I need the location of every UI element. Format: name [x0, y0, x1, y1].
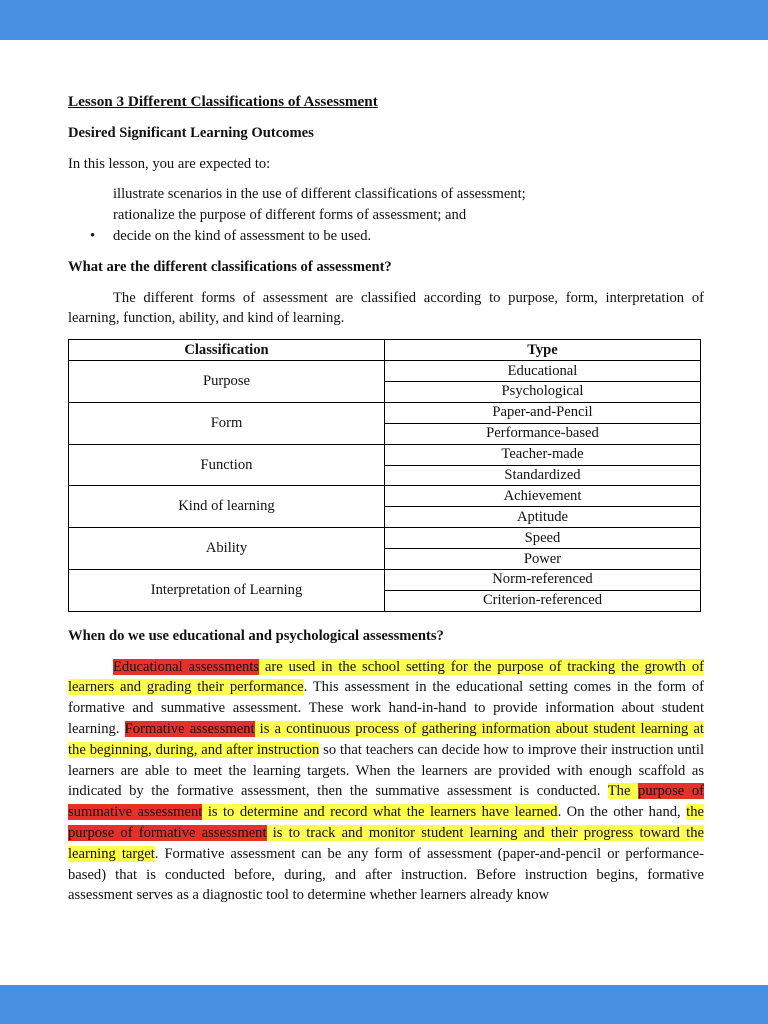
highlight-red: Educational assessments — [113, 658, 260, 675]
classification-cell: Interpretation of Learning — [69, 569, 385, 611]
type-cell: Educational — [385, 361, 701, 382]
highlight-yellow: is a continuous process of gathering information about student learning at the beginning, during, and after instruction — [68, 720, 704, 758]
question-heading-1: What are the different classifications of assessment? — [68, 258, 392, 275]
highlight-yellow: the — [686, 804, 705, 821]
classification-table — [68, 339, 701, 612]
highlight-red: purpose of formative assessment — [68, 824, 267, 841]
classification-cell: Ability — [69, 528, 385, 570]
classification-cell: Kind of learning — [69, 486, 385, 528]
bottom-banner — [0, 985, 768, 1024]
classification-cell: Purpose — [69, 361, 385, 403]
table-row — [69, 486, 701, 507]
type-cell: Criterion-referenced — [385, 590, 701, 611]
type-cell: Paper-and-Pencil — [385, 402, 701, 423]
table-row — [69, 444, 701, 465]
table-header-row — [69, 340, 701, 361]
question-heading-2: When do we use educational and psychological assessments? — [68, 627, 444, 644]
highlight-yellow: are used in the school setting for the purpose of tracking the growth of learners and grading their performance — [68, 658, 704, 696]
text-run: . On the other hand, — [557, 804, 687, 821]
text-run: . Formative assessment can be any form of assessment (paper-and-pencil or performance-based) that is conducted before, during, and after instruction. Before instruction begins, formative assessment serves as a diagnostic tool to determine whether learners already know — [68, 845, 704, 904]
top-banner — [0, 0, 768, 40]
highlight-yellow: is to track and monitor student learning and their progress toward the learning target — [68, 824, 704, 862]
outcomes-heading: Desired Significant Learning Outcomes — [68, 124, 314, 141]
table-row — [69, 528, 701, 549]
list-item: rationalize the purpose of different forms of assessment; and — [113, 207, 467, 224]
column-header-classification: Classification — [69, 340, 385, 361]
document-page — [68, 92, 704, 916]
highlight-yellow: is to determine and record what the learners have learned — [202, 804, 558, 821]
classification-cell: Form — [69, 402, 385, 444]
objectives-list — [68, 184, 704, 246]
table-row — [69, 569, 701, 590]
type-cell: Achievement — [385, 486, 701, 507]
highlight-yellow: The — [607, 783, 639, 800]
type-cell: Psychological — [385, 381, 701, 402]
paragraph-1: The different forms of assessment are classified according to purpose, form, interpretation of learning, function, ability, and kind of learning. — [68, 289, 704, 327]
type-cell: Power — [385, 549, 701, 570]
type-cell: Teacher-made — [385, 444, 701, 465]
intro-text: In this lesson, you are expected to: — [68, 155, 271, 172]
text-run: . This assessment in the educational setting comes in the form of formative and summative assessment. These work hand-in-hand to provide information about student learning. — [68, 679, 704, 737]
list-item: illustrate scenarios in the use of different classifications of assessment; — [113, 186, 526, 203]
lesson-title: Lesson 3 Different Classifications of Assessment — [68, 93, 378, 110]
table-row — [69, 361, 701, 382]
table-row — [69, 402, 701, 423]
list-item: • decide on the kind of assessment to be used. — [68, 226, 704, 247]
type-cell: Aptitude — [385, 507, 701, 528]
text-run: so that teachers can decide how to improve their instruction until learners are able to meet the learning targets. When the learners are provided with enough scaffold as indicated by the formative assessment, then the summative assessment is conducted. — [68, 741, 705, 800]
highlight-red: purpose of summative assessment — [68, 783, 704, 821]
type-cell: Speed — [385, 528, 701, 549]
column-header-type: Type — [385, 340, 701, 361]
type-cell: Performance-based — [385, 423, 701, 444]
classification-cell: Function — [69, 444, 385, 486]
highlight-red: Formative assessment — [124, 720, 255, 737]
type-cell: Norm-referenced — [385, 569, 701, 590]
type-cell: Standardized — [385, 465, 701, 486]
paragraph-2 — [68, 657, 704, 907]
